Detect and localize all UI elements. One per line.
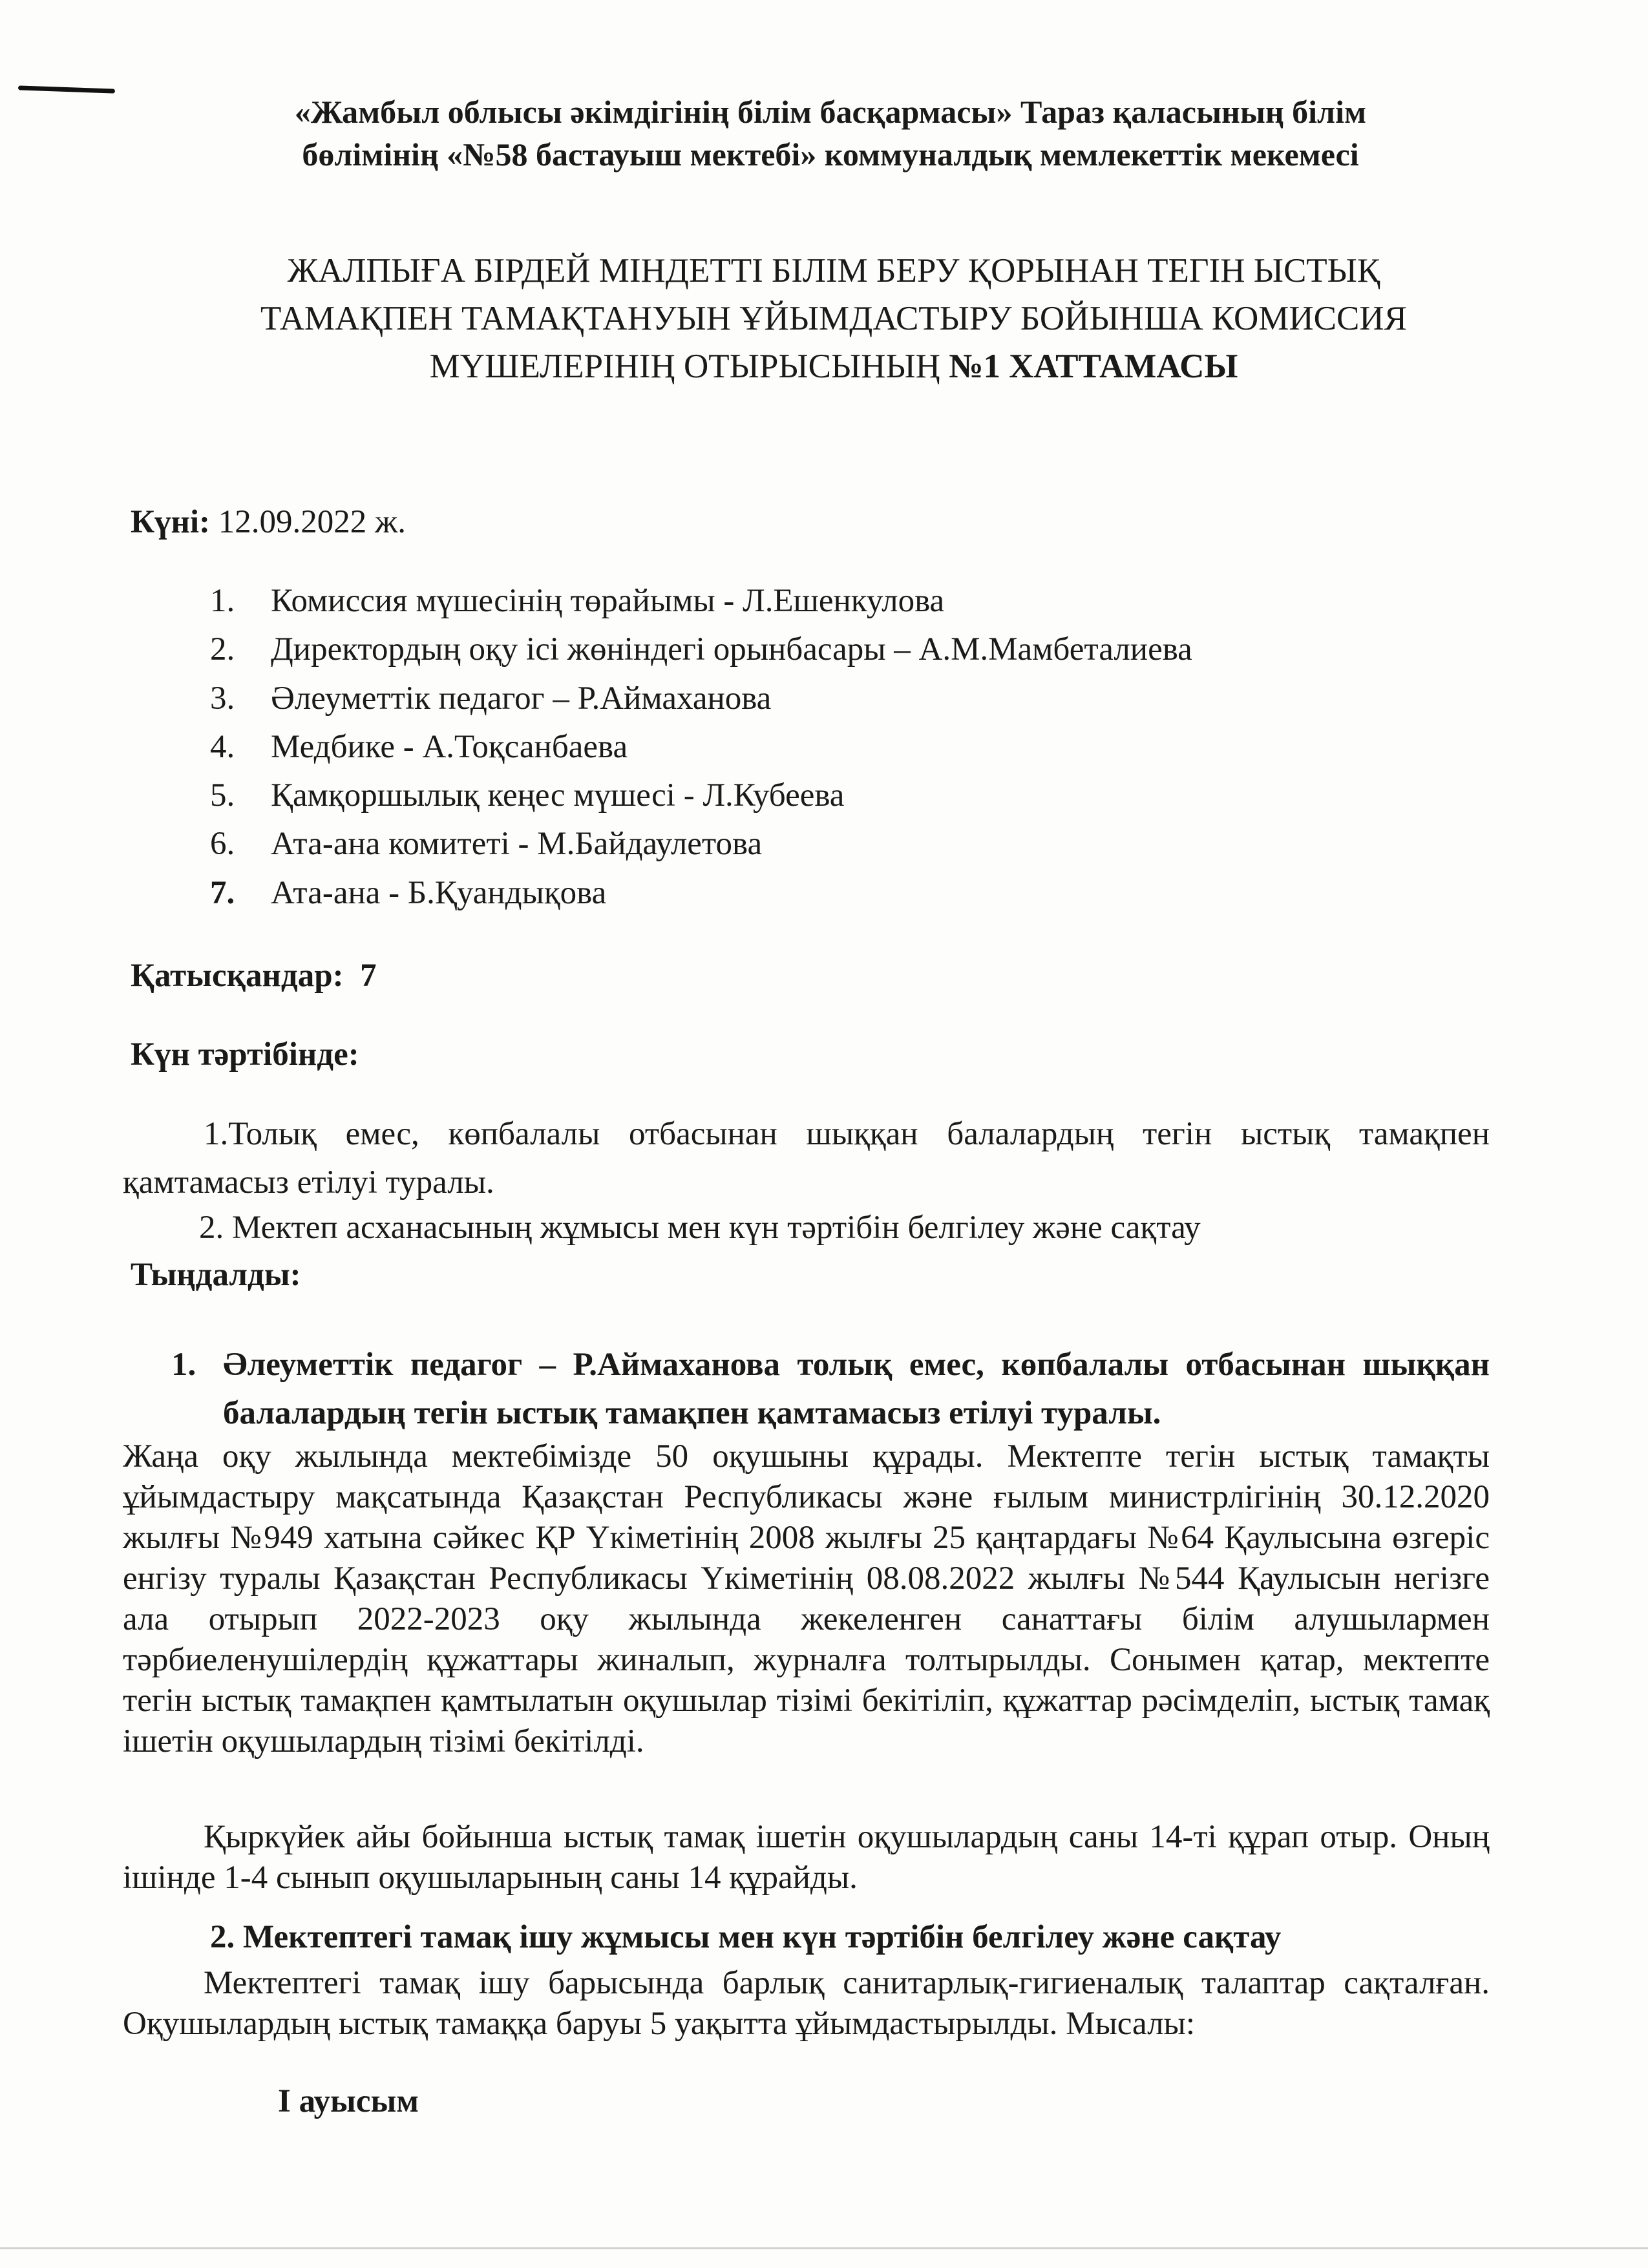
protocol-number: №1 ХАТТАМАСЫ [949,348,1238,385]
list-item [210,824,1192,873]
document-title [123,247,1545,390]
organization-line-2: бөлімінің «№58 бастауыш мектебі» коммуналдық мемлекеттік мекемесі [302,136,1359,173]
agenda-heading: Күн тәртібінде: [131,1036,359,1073]
member-number: 6. [210,826,235,863]
list-item [210,630,1192,678]
report-paragraph: Жаңа оқу жылында мектебімізде 50 оқушыны құрады. Мектепте тегін ыстық тамақты ұйымдастыру мақсатында Қазақстан Республикасы және ғылым министрлігінің 30.12.2020 жылғы №949 хатына сәйкес ҚР Үкіметінің 2008 жылғы 25 қаңтардағы №64 Қаулысына өзгеріс енгізу туралы Қазақстан Республикасы Үкіметінің 08.08.2022 жылғы №544 Қаулысын негізге ала отырып 2022-2023 оқу жылында жекеленген санаттағы білім алушылармен тәрбиеленушілердің құжаттары жиналып, журналға толтырылды. Сонымен қатар, мектепте тегін ыстық тамақпен қамтылатын оқушылар тізімі бекітіліп, құжаттар рәсімделіп, ыстық тамақ ішетін оқушылардың тізімі бекітілді. [123,1438,1490,1759]
title-line-2: ТАМАҚПЕН ТАМАҚТАНУЫН ҰЙЫМДАСТЫРУ БОЙЫНША КОМИССИЯ [260,300,1407,337]
title-line-3 [123,342,1545,390]
agenda-item-2: 2. Мектеп асханасының жұмысы мен күн тәртібін белгілеу және сақтау [199,1210,1201,1246]
shift-heading: І ауысым [278,2083,419,2119]
member-text: Әлеуметтік педагог – Р.Аймаханова [271,680,772,717]
section-1-title: Әлеуметтік педагог – Р.Аймаханова толық емес, көпбалалы отбасынан шыққан балалардың тегін ыстық тамақпен қамтамасыз етілуі туралы. [223,1347,1490,1431]
canteen-paragraph: Мектептегі тамақ ішу барысында барлық санитарлық-гигиеналық талаптар сақталған. Оқушылардың ыстық тамаққа баруы 5 уақытта ұйымдастырылды. Мысалы: [123,1965,1490,2042]
attendance-line [131,956,377,995]
members-list [210,582,1192,922]
member-number: 7. [210,874,235,911]
list-item [210,874,1192,922]
student-count-paragraph: Қыркүйек айы бойынша ыстық тамақ ішетін оқушылардың саны 14-ті құрап отыр. Оның ішінде 1-4 сынып оқушыларының саны 14 құрайды. [123,1819,1490,1896]
section-1-heading [171,1341,1490,1438]
section-1-number: 1. [171,1347,196,1383]
list-item [210,728,1192,776]
member-text: Қамқоршылық кеңес мүшесі - Л.Кубеева [271,777,845,814]
scan-mark [18,85,115,93]
date-value: 12.09.2022 ж. [218,504,407,540]
organization-line-1: «Жамбыл облысы әкімдігінің білім басқармасы» Тараз қаласының білім [294,94,1367,130]
member-text: Медбике - А.Тоқсанбаева [271,728,628,765]
member-number: 1. [210,583,235,619]
member-text: Директордың оқу ісі жөніндегі орынбасары – А.М.Мамбеталиева [271,631,1192,668]
member-number: 4. [210,728,235,765]
date-label: Күні: [131,504,211,540]
member-number: 5. [210,777,235,814]
date-line [131,503,406,541]
organization-header [136,90,1525,176]
member-number: 2. [210,631,235,668]
title-line-1: ЖАЛПЫҒА БІРДЕЙ МІНДЕТТІ БІЛІМ БЕРУ ҚОРЫНАН ТЕГІН ЫСТЫҚ [287,252,1380,289]
section-2-heading: 2. Мектептегі тамақ ішу жұмысы мен күн тәртібін белгілеу және сақтау [210,1919,1282,1955]
scan-edge-line [0,2247,1648,2249]
attendance-count: 7 [360,958,377,994]
attendance-label: Қатысқандар: [131,958,344,994]
list-item [210,679,1192,728]
title-line-3-prefix: МҮШЕЛЕРІНІҢ ОТЫРЫСЫНЫҢ [429,348,949,385]
list-item [210,776,1192,824]
list-item [210,582,1192,630]
agenda-item-1: 1.Толық емес, көпбалалы отбасынан шыққан балалардың тегін ыстық тамақпен қамтамасыз етілуі туралы. [123,1116,1490,1201]
heard-heading: Тыңдалды: [131,1257,301,1293]
member-text: Комиссия мүшесінің төрайымы - Л.Ешенкулова [271,583,945,619]
member-text: Ата-ана комитеті - М.Байдаулетова [271,826,763,863]
member-text: Ата-ана - Б.Қуандықова [271,874,607,911]
member-number: 3. [210,680,235,717]
